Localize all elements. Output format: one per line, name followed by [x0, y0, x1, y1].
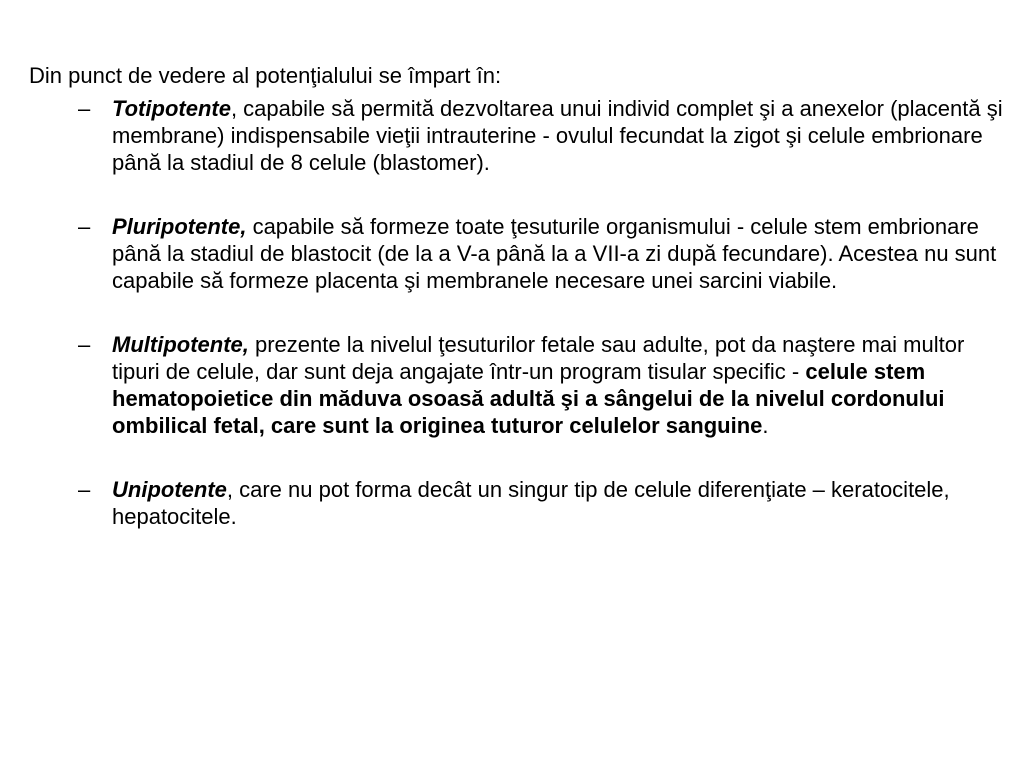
term-multipotente: Multipotente,: [112, 332, 249, 357]
item-text: , care nu pot forma decât un singur tip de celule diferenţiate – keratocitele, hepatocitele.: [112, 477, 950, 529]
bold-emphasis-text: celule stem hematopoietice din măduva osoasă adultă şi a sângelui de la nivelul cordonului ombilical fetal, care sunt la originea tuturor celulelor sanguine: [112, 359, 945, 438]
bullet-dash: –: [78, 214, 91, 239]
term-totipotente: Totipotente: [112, 96, 231, 121]
bullet-dash: –: [78, 96, 91, 121]
item-text: capabile să formeze toate ţesuturile organismului - celule stem embrionare până la stadiul de blastocit (de la a V-a până la a VII-a zi după fecundare). Acestea nu sunt capabile să formeze placenta şi membranele necesare unei sarcini viabile.: [112, 214, 997, 293]
list-item-totipotente: [78, 95, 1018, 176]
term-pluripotente: Pluripotente,: [112, 214, 247, 239]
list-item-unipotente: [78, 476, 1018, 530]
list-item-multipotente: [78, 331, 1018, 439]
bullet-dash: –: [78, 332, 91, 357]
term-unipotente: Unipotente: [112, 477, 227, 502]
item-end-text: .: [762, 413, 769, 438]
bullet-dash: –: [78, 477, 91, 502]
potency-list: [78, 95, 1018, 567]
intro-text: Din punct de vedere al potenţialului se împart în:: [29, 63, 502, 88]
list-item-pluripotente: [78, 213, 1018, 294]
item-text: , capabile să permită dezvoltarea unui individ complet şi a anexelor (placentă şi membrane) indispensabile vieţii intrauterine - ovulul fecundat la zigot şi celule embrionare până la stadiul de 8 celule (blastomer).: [112, 96, 1003, 175]
item-text: prezente la nivelul ţesuturilor fetale sau adulte, pot da naştere mai multor tipuri de celule, dar sunt deja angajate într-un program tisular specific -: [112, 332, 965, 384]
